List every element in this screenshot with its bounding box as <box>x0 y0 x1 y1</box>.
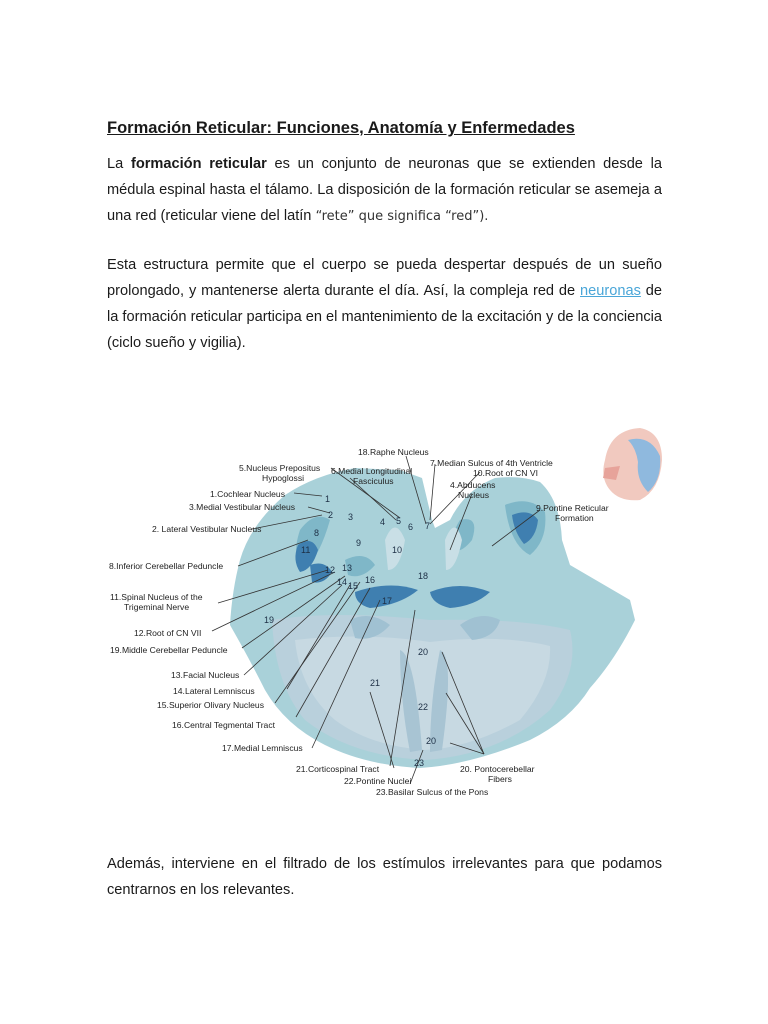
label-raphe-nucleus: 18.Raphe Nucleus <box>358 447 429 457</box>
label-pontine-reticular: 9.Pontine Reticular <box>536 503 609 513</box>
number-12: 12 <box>325 565 336 575</box>
number-11: 11 <box>301 545 311 555</box>
label-cochlear-nucleus: 1.Cochlear Nucleus <box>210 489 285 499</box>
label-lateral-vestibular: 2. Lateral Vestibular Nucleus <box>152 524 262 534</box>
intro-bold-term: formación reticular <box>130 156 267 172</box>
label-middle-cerebellar: 19.Middle Cerebellar Peduncle <box>110 645 228 655</box>
label-abducens: 4.Abducens <box>450 480 496 490</box>
intro-quote: “rete” que significa “red”). <box>311 209 489 224</box>
label-central-tegmental: 16.Central Tegmental Tract <box>172 720 276 730</box>
label-superior-olivary: 15.Superior Olivary Nucleus <box>157 700 264 710</box>
number-23: 23 <box>414 758 425 768</box>
label-root-cn-vi: 10.Root of CN VI <box>473 468 538 478</box>
number-4: 4 <box>380 517 386 527</box>
label-abducens-nucleus: Nucleus <box>458 490 490 500</box>
label-root-cn-vii: 12.Root of CN VII <box>134 628 202 638</box>
number-1: 1 <box>325 494 331 504</box>
label-medial-longitudinal: 6.Medial Longitudinal <box>331 466 413 476</box>
pons-diagram-svg <box>100 420 670 810</box>
intro-lead: La <box>107 156 131 172</box>
number-18: 18 <box>418 571 429 581</box>
label-nucleus-prepositus: 5.Nucleus Prepositus <box>239 463 321 473</box>
label-formation: Formation <box>555 513 594 523</box>
number-21: 21 <box>370 678 381 688</box>
number-16: 16 <box>365 575 376 585</box>
label-inferior-cerebellar: 8.Inferior Cerebellar Peduncle <box>109 561 224 571</box>
function-text-before: Esta estructura permite que el cuerpo se pueda despertar después de un sueño prolongado, y mantenerse alerta durante el día. Así, la compleja red de <box>107 257 662 299</box>
document-title: Formación Reticular: Funciones, Anatomía y Enfermedades <box>107 119 575 137</box>
number-13: 13 <box>342 563 353 573</box>
label-corticospinal: 21.Corticospinal Tract <box>296 764 380 774</box>
number-20-bottom: 20 <box>426 736 437 746</box>
label-hypoglossi: Hypoglossi <box>262 473 305 483</box>
label-basilar-sulcus: 23.Basilar Sulcus of the Pons <box>376 787 489 797</box>
number-8: 8 <box>314 528 320 538</box>
number-5: 5 <box>396 516 402 526</box>
paragraph-intro <box>107 151 662 230</box>
number-2: 2 <box>328 510 334 520</box>
label-pontocerebellar: 20. Pontocerebellar <box>460 764 535 774</box>
number-7: 7 <box>425 521 431 531</box>
number-22: 22 <box>418 702 429 712</box>
brain-inset-image <box>600 426 662 502</box>
label-lateral-lemniscus: 14.Lateral Lemniscus <box>173 686 255 696</box>
number-20-top: 20 <box>418 647 429 657</box>
number-15: 15 <box>348 581 359 591</box>
paragraph-function <box>107 252 662 356</box>
label-spinal-nucleus: 11.Spinal Nucleus of the <box>110 592 203 602</box>
label-fibers: Fibers <box>488 774 512 784</box>
label-medial-lemniscus: 17.Medial Lemniscus <box>222 743 303 753</box>
number-14: 14 <box>337 577 348 587</box>
number-3: 3 <box>348 512 354 522</box>
number-6: 6 <box>408 522 414 532</box>
intro-text: es un conjunto de neuronas que se extienden desde la médula espinal hasta el tálamo. La disposición de la formación reticular se asemeja a una red (reticular viene del latín <box>107 156 662 224</box>
label-trigeminal-nerve: Trigeminal Nerve <box>124 602 190 612</box>
number-19: 19 <box>264 615 275 625</box>
pons-cross-section-figure <box>100 420 670 810</box>
label-facial-nucleus: 13.Facial Nucleus <box>171 670 240 680</box>
label-median-sulcus: 7.Median Sulcus of 4th Ventricle <box>430 458 553 468</box>
neuronas-link[interactable]: neuronas <box>580 283 641 299</box>
function-text-after: de la formación reticular participa en el mantenimiento de la excitación y de la conciencia (ciclo sueño y vigilia). <box>107 283 662 351</box>
label-medial-vestibular: 3.Medial Vestibular Nucleus <box>189 502 296 512</box>
number-10: 10 <box>392 545 403 555</box>
paragraph-filter: Además, interviene en el filtrado de los estímulos irrelevantes para que podamos centrarnos en los relevantes. <box>107 856 662 898</box>
label-pontine-nuclei: 22.Pontine Nuclei <box>344 776 412 786</box>
number-9: 9 <box>356 538 362 548</box>
label-fasciculus: Fasciculus <box>353 476 394 486</box>
number-17: 17 <box>382 596 393 606</box>
